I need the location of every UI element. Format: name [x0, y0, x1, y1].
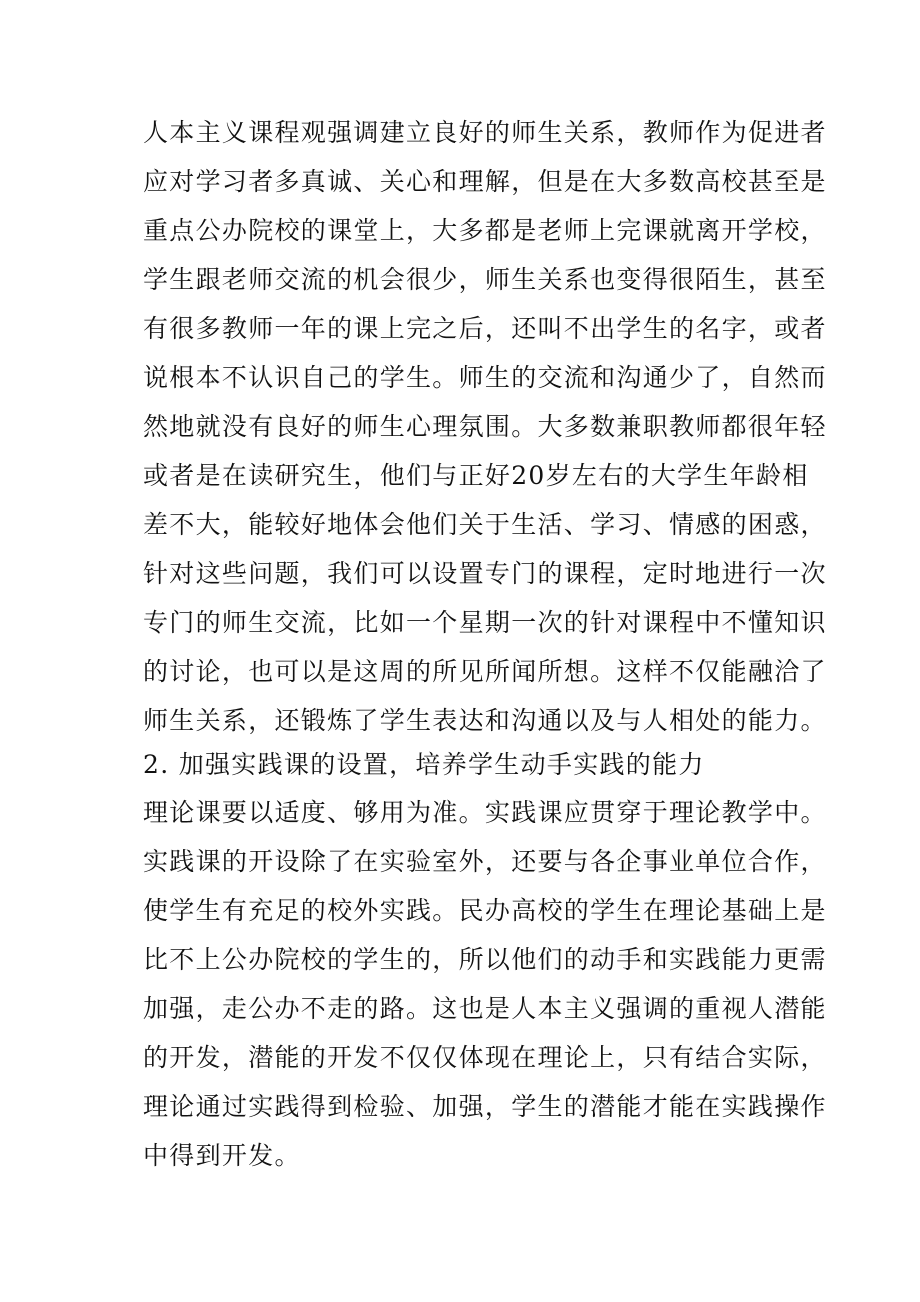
paragraph2-line-6: 的开发，潜能的开发不仅仅体现在理论上，只有结合实际，	[143, 1043, 827, 1072]
paragraph1-line-2: 应对学习者多真诚、关心和理解，但是在大多数高校甚至是	[143, 167, 827, 196]
paragraph2-line-7: 理论通过实践得到检验、加强，学生的潜能才能在实践操作	[143, 1092, 827, 1121]
paragraph1-line-5: 有很多教师一年的课上完之后，还叫不出学生的名字，或者	[143, 314, 827, 343]
paragraph2-line-8: 中得到开发。	[143, 1141, 301, 1170]
paragraph1-line-12: 的讨论，也可以是这周的所见所闻所想。这样不仅能融洽了	[143, 657, 827, 686]
paragraph1-line-11: 专门的师生交流，比如一个星期一次的针对课程中不懂知识	[143, 608, 827, 637]
paragraph2-line-3: 使学生有充足的校外实践。民办高校的学生在理论基础上是	[143, 896, 827, 925]
paragraph1-line-7: 然地就没有良好的师生心理氛围。大多数兼职教师都很年轻	[143, 412, 827, 441]
paragraph1-line-4: 学生跟老师交流的机会很少，师生关系也变得很陌生，甚至	[143, 265, 827, 294]
paragraph1-line-1: 人本主义课程观强调建立良好的师生关系，教师作为促进者	[143, 118, 827, 147]
paragraph1-line-6: 说根本不认识自己的学生。师生的交流和沟通少了，自然而	[143, 363, 827, 392]
paragraph1-line-13: 师生关系，还锻炼了学生表达和沟通以及与人相处的能力。	[143, 706, 827, 735]
paragraph1-line-9: 差不大，能较好地体会他们关于生活、学习、情感的困惑，	[143, 510, 827, 539]
section-heading: 2. 加强实践课的设置，培养学生动手实践的能力	[143, 750, 705, 779]
paragraph2-line-4: 比不上公办院校的学生的，所以他们的动手和实践能力更需	[143, 945, 827, 974]
paragraph1-line-3: 重点公办院校的课堂上，大多都是老师上完课就离开学校，	[143, 216, 827, 245]
paragraph2-line-5: 加强，走公办不走的路。这也是人本主义强调的重视人潜能	[143, 994, 827, 1023]
paragraph1-line-10: 针对这些问题，我们可以设置专门的课程，定时地进行一次	[143, 559, 827, 588]
paragraph2-line-1: 理论课要以适度、够用为准。实践课应贯穿于理论教学中。	[143, 798, 827, 827]
paragraph1-line-8: 或者是在读研究生，他们与正好20岁左右的大学生年龄相	[143, 461, 809, 490]
paragraph2-line-2: 实践课的开设除了在实验室外，还要与各企事业单位合作，	[143, 847, 827, 876]
